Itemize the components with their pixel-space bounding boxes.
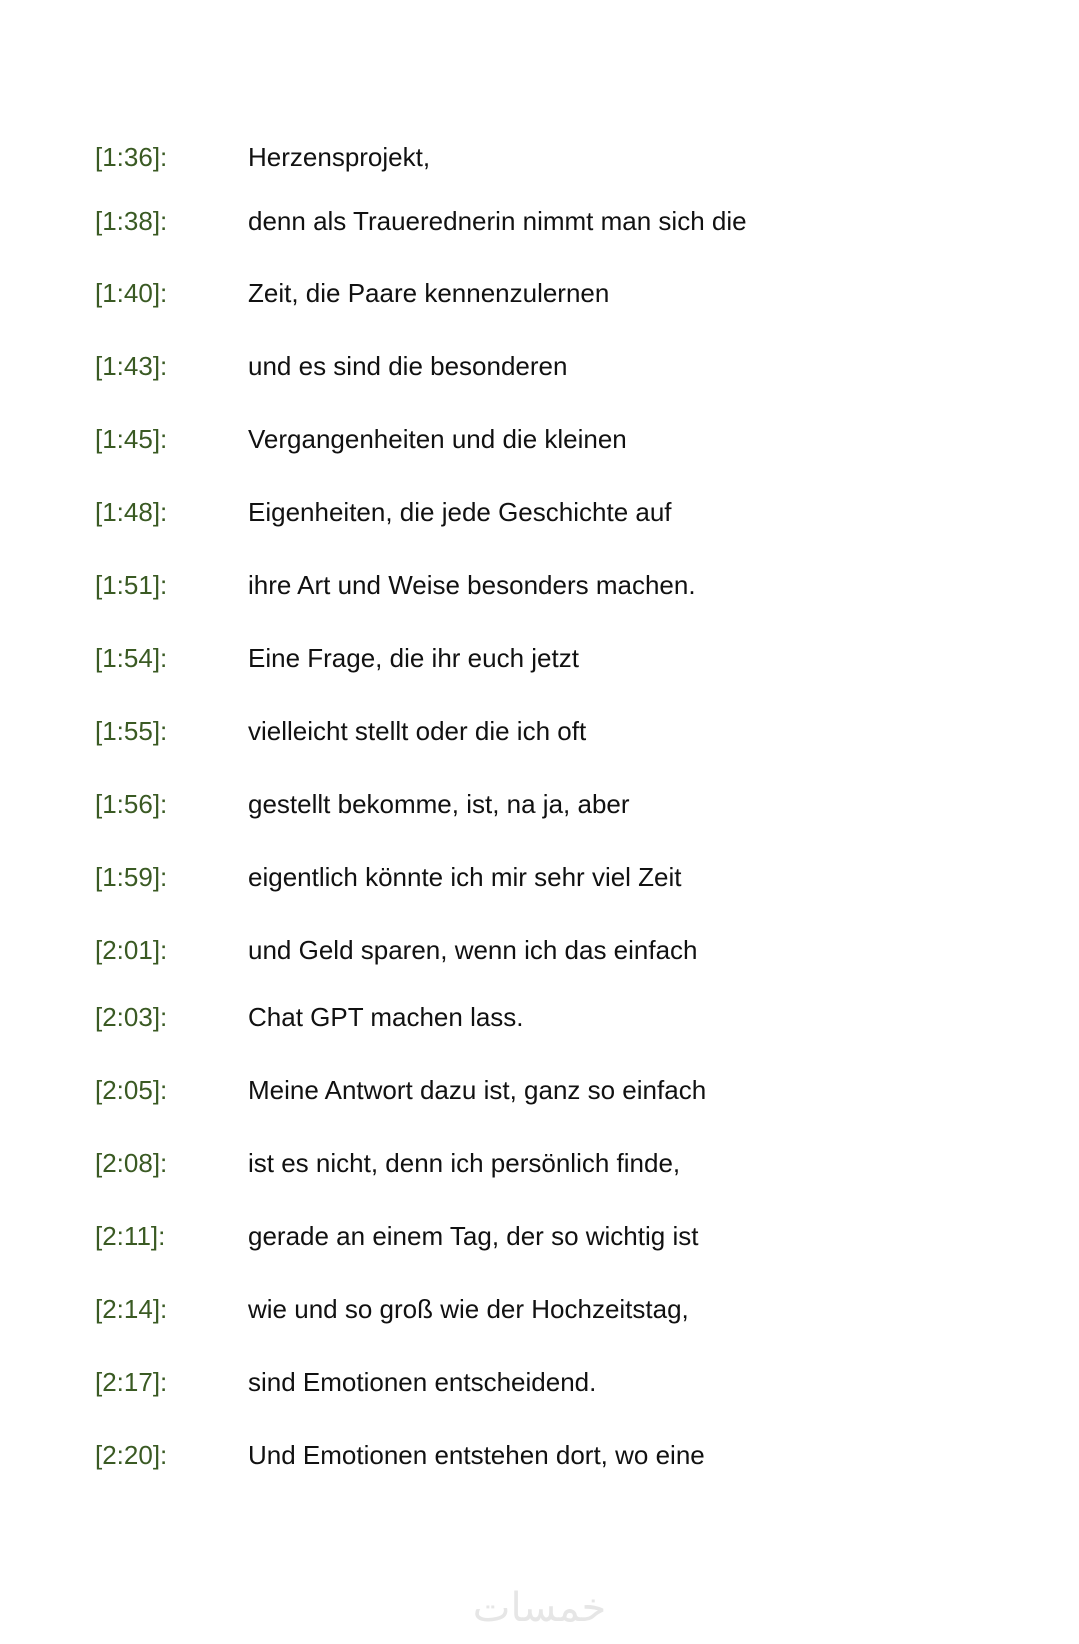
- timestamp: [1:38]:: [95, 206, 168, 236]
- transcript-line: [0, 1143, 1079, 1183]
- line-text: Herzensprojekt,: [248, 142, 431, 172]
- transcript-line: [0, 784, 1079, 824]
- line-text: Vergangenheiten und die kleinen: [248, 424, 627, 454]
- line-text: gerade an einem Tag, der so wichtig ist: [248, 1221, 699, 1251]
- timestamp: [2:14]:: [95, 1294, 168, 1324]
- line-text: sind Emotionen entscheidend.: [248, 1367, 597, 1397]
- transcript-line: [0, 857, 1079, 897]
- transcript-line: [0, 638, 1079, 678]
- timestamp: [2:01]:: [95, 935, 168, 965]
- line-text: Eigenheiten, die jede Geschichte auf: [248, 497, 672, 527]
- transcript-line: [0, 1070, 1079, 1110]
- line-text: eigentlich könnte ich mir sehr viel Zeit: [248, 862, 682, 892]
- transcript-line: [0, 1216, 1079, 1256]
- line-text: Zeit, die Paare kennenzulernen: [248, 278, 610, 308]
- timestamp: [1:59]:: [95, 862, 168, 892]
- transcript-line: [0, 273, 1079, 313]
- transcript-line: [0, 1289, 1079, 1329]
- timestamp: [2:03]:: [95, 1002, 168, 1032]
- line-text: Chat GPT machen lass.: [248, 1002, 524, 1032]
- transcript-line: [0, 711, 1079, 751]
- line-text: gestellt bekomme, ist, na ja, aber: [248, 789, 630, 819]
- transcript-line: [0, 419, 1079, 459]
- timestamp: [1:54]:: [95, 643, 168, 673]
- transcript-line: [0, 1435, 1079, 1475]
- transcript-line: [0, 930, 1079, 970]
- transcript-line: [0, 137, 1079, 177]
- transcript-line: [0, 201, 1079, 241]
- timestamp: [2:05]:: [95, 1075, 168, 1105]
- timestamp: [1:55]:: [95, 716, 168, 746]
- timestamp: [2:11]:: [95, 1221, 166, 1251]
- line-text: und es sind die besonderen: [248, 351, 568, 381]
- line-text: Und Emotionen entstehen dort, wo eine: [248, 1440, 705, 1470]
- line-text: wie und so groß wie der Hochzeitstag,: [248, 1294, 689, 1324]
- timestamp: [1:56]:: [95, 789, 168, 819]
- transcript-line: [0, 492, 1079, 532]
- line-text: Eine Frage, die ihr euch jetzt: [248, 643, 579, 673]
- timestamp: [1:45]:: [95, 424, 168, 454]
- transcript-line: [0, 565, 1079, 605]
- line-text: ist es nicht, denn ich persönlich finde,: [248, 1148, 681, 1178]
- timestamp: [2:20]:: [95, 1440, 168, 1470]
- timestamp: [1:48]:: [95, 497, 168, 527]
- transcript-line: [0, 1362, 1079, 1402]
- timestamp: [1:51]:: [95, 570, 168, 600]
- timestamp: [2:17]:: [95, 1367, 168, 1397]
- line-text: und Geld sparen, wenn ich das einfach: [248, 935, 698, 965]
- transcript-line: [0, 346, 1079, 386]
- timestamp: [2:08]:: [95, 1148, 168, 1178]
- line-text: vielleicht stellt oder die ich oft: [248, 716, 587, 746]
- line-text: denn als Trauerednerin nimmt man sich die: [248, 206, 747, 236]
- timestamp: [1:40]:: [95, 278, 168, 308]
- transcript-line: [0, 997, 1079, 1037]
- timestamp: [1:43]:: [95, 351, 168, 381]
- timestamp: [1:36]:: [95, 142, 168, 172]
- line-text: Meine Antwort dazu ist, ganz so einfach: [248, 1075, 707, 1105]
- line-text: ihre Art und Weise besonders machen.: [248, 570, 696, 600]
- watermark-logo: خمسات: [472, 1585, 607, 1631]
